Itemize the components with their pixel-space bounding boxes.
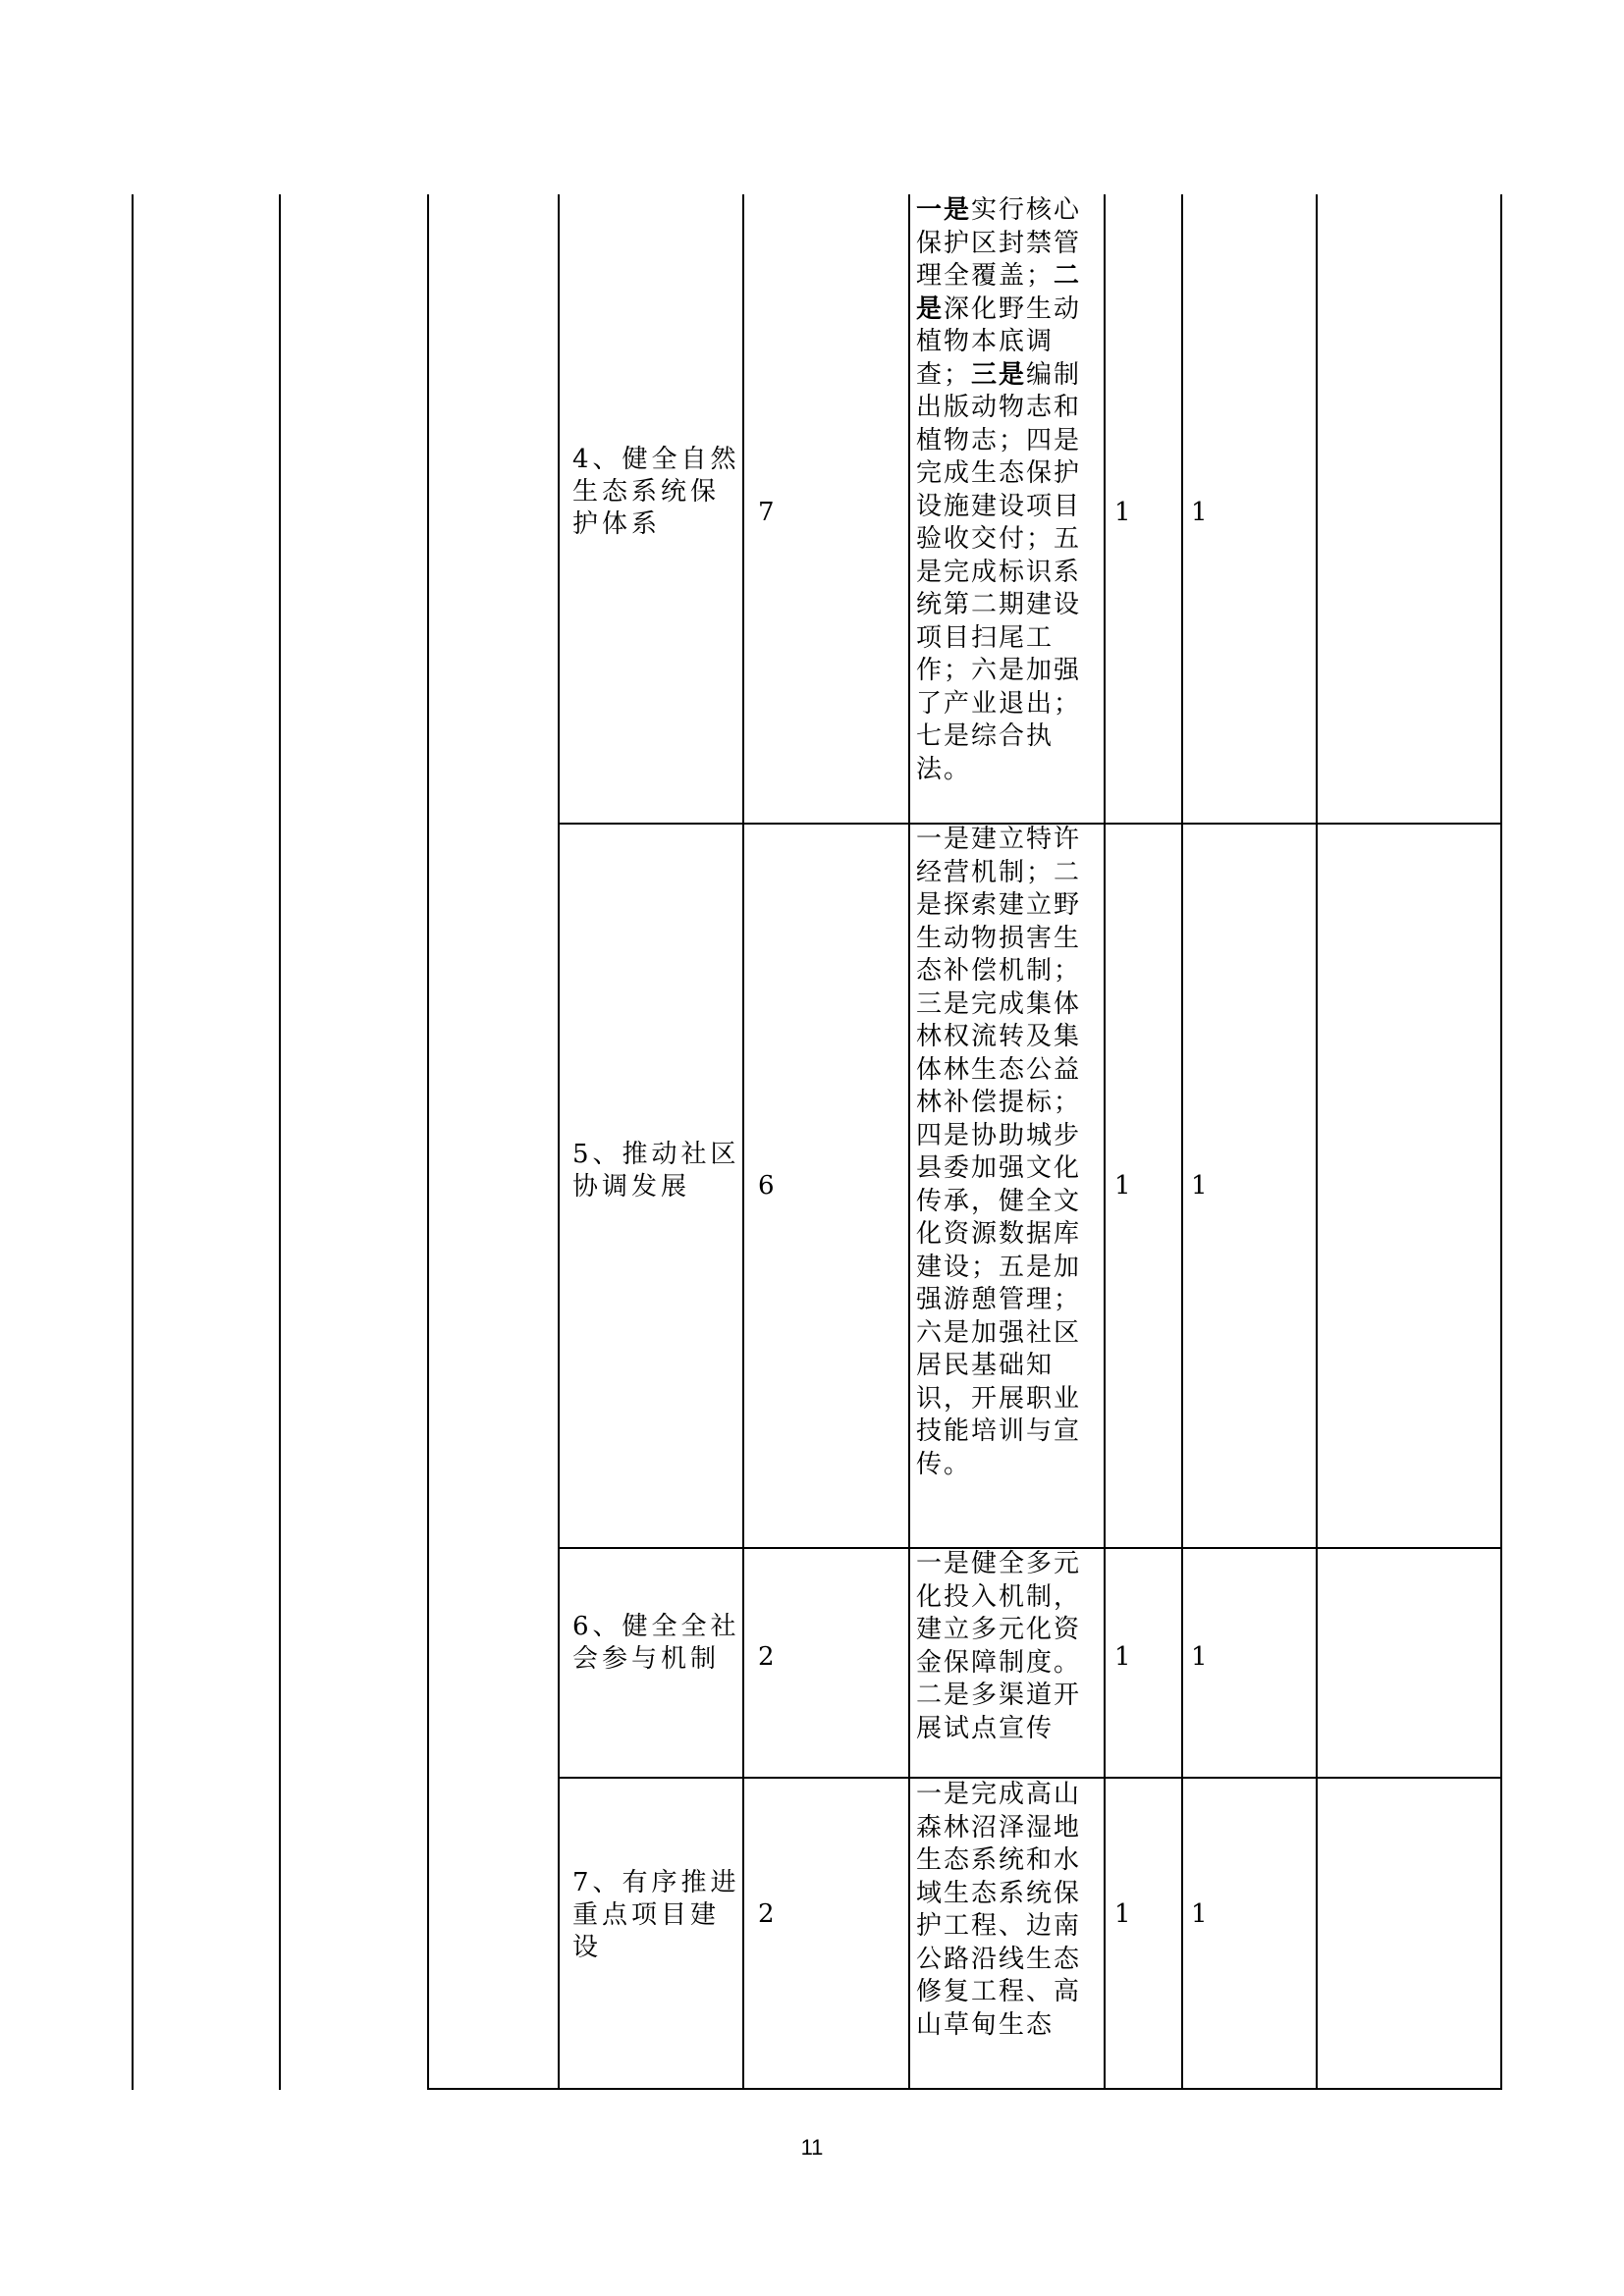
table-column-divider (1104, 194, 1106, 2090)
item-name-cell: 7、有序推进 重点项目建 设 (572, 1868, 740, 1962)
value-cell-a: 1 (1114, 1642, 1131, 1672)
page-number: 11 (800, 2135, 824, 2160)
description-text: 一是完成高山森林沼泽湿地生态系统和水域生态系统保护工程、边南公路沿线生态修复工程、高山草甸生态 (916, 1780, 1082, 2040)
table-column-divider (1181, 194, 1183, 2090)
score-cell: 2 (758, 1899, 775, 1929)
description-emphasis: 三是 (971, 359, 1027, 390)
score-cell: 6 (758, 1171, 775, 1201)
item-name-cell: 4、健全自然 生态系统保 护体系 (572, 445, 740, 539)
description-emphasis: 二是 (916, 261, 1082, 324)
value-cell-b: 1 (1191, 1171, 1208, 1201)
table-column-divider (1316, 194, 1318, 2090)
table-column-divider (908, 194, 910, 2090)
description-text: 深化野生动植物本底调查； (916, 294, 1082, 390)
table-column-divider (558, 194, 560, 2090)
description-text: 一是建立特许经营机制；二是探索建立野生动物损害生态补偿机制；三是完成集体林权流转及集体林生态公益林补偿提标；四是协助城步县委加强文化传承，健全文化资源数据库建设；五是加强游憩管理；六是加强社区居民基础知识，开展职业技能培训与宣传。 (916, 825, 1082, 1479)
table-column-divider (427, 194, 429, 2090)
item-name-cell: 5、推动社区 协调发展 (572, 1140, 740, 1201)
description-text: 实行核心保护区封禁管理全覆盖； (916, 195, 1082, 291)
description-text: 编制出版动物志和植物志；四是完成生态保护设施建设项目验收交付；五是完成标识系统第二期建设项目扫尾工作；六是加强了产业退出；七是综合执法。 (916, 359, 1082, 784)
score-cell: 2 (758, 1642, 775, 1672)
description-cell (916, 1548, 1099, 1745)
item-name-cell: 6、健全全社 会参与机制 (572, 1612, 740, 1674)
value-cell-a: 1 (1114, 498, 1131, 527)
table-border-left-1 (132, 194, 134, 2090)
description-cell (916, 824, 1099, 1481)
table-border-right (1500, 194, 1502, 2090)
description-cell (916, 194, 1099, 786)
value-cell-b: 1 (1191, 498, 1208, 527)
description-emphasis: 一是 (916, 195, 972, 225)
table-column-divider (742, 194, 744, 2090)
table-border-left-2 (279, 194, 281, 2090)
description-text: 一是健全多元化投入机制，建立多元化资金保障制度。二是多渠道开展试点宣传 (916, 1549, 1082, 1743)
value-cell-b: 1 (1191, 1642, 1208, 1672)
score-cell: 7 (758, 498, 775, 527)
value-cell-b: 1 (1191, 1899, 1208, 1929)
table-bottom-border (427, 2088, 1502, 2090)
description-cell (916, 1779, 1099, 2042)
value-cell-a: 1 (1114, 1171, 1131, 1201)
value-cell-a: 1 (1114, 1899, 1131, 1929)
